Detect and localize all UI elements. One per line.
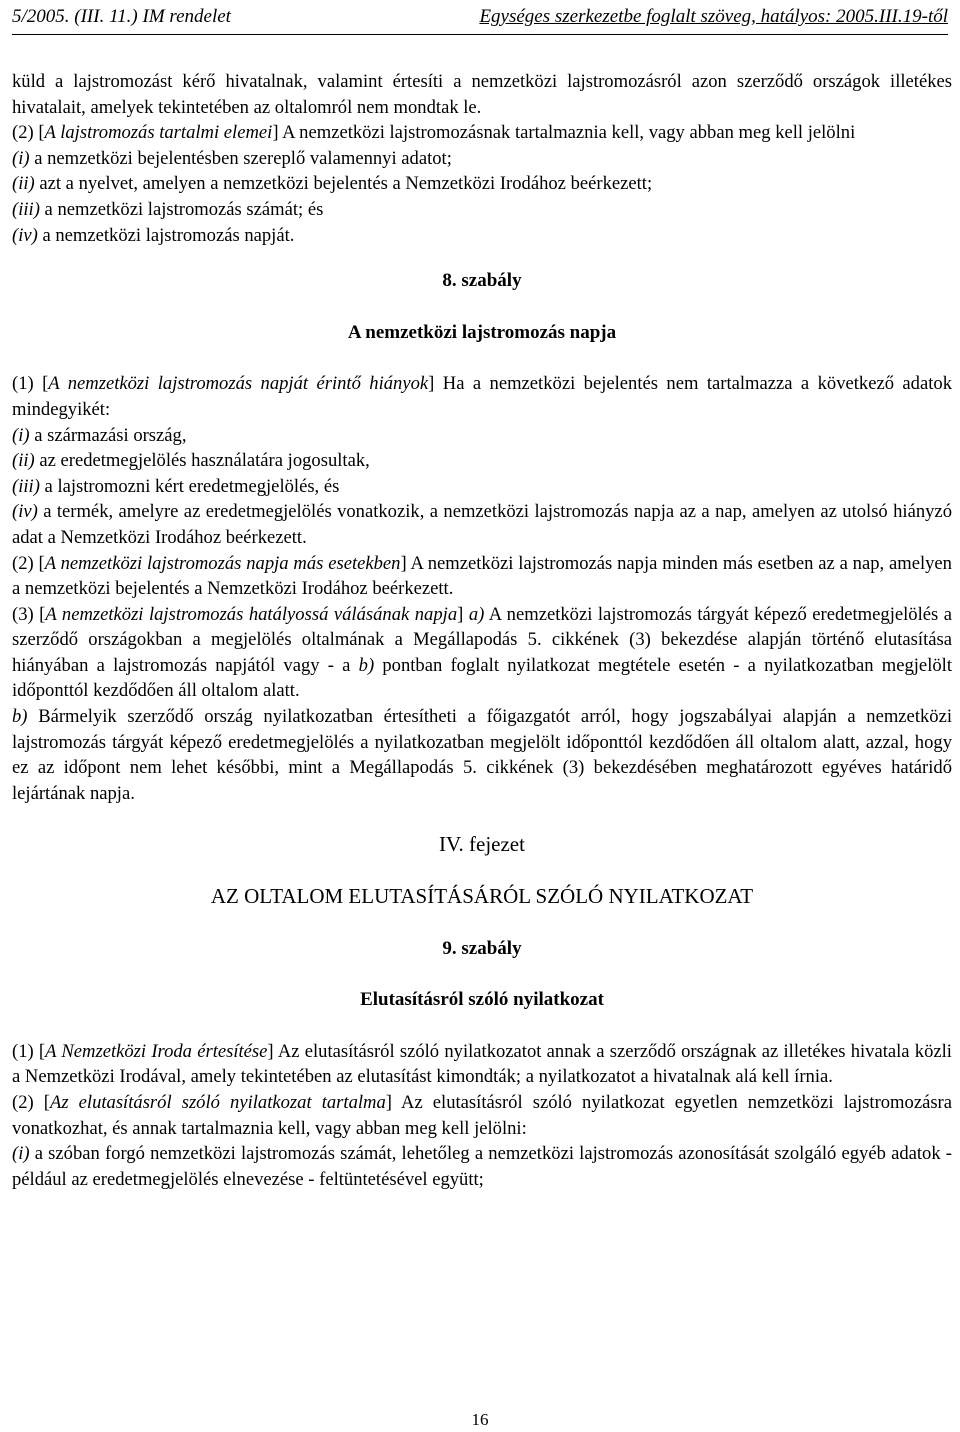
list-item: (ii) az eredetmegjelölés használatára jogosultak, <box>12 450 370 472</box>
paragraph: (3) [A nemzetközi lajstromozás hatályossá válásának napja] a) A nemzetközi lajstromozás tárgyát képező eredetmegjelölés a szerződő országokban a megjelölés oltalmának a Megállapodás 5. cikkének (3) bekezdése alapján történő elutasítása hiányában a lajstromozás napjától vagy - a b) pontban foglalt nyilatkozat megtétele esetén - a nyilatkozatban megjelölt időponttól kezdődően áll oltalom alatt. <box>12 603 952 702</box>
page-number: 16 <box>471 1410 489 1429</box>
list-item: (i) a nemzetközi bejelentésben szereplő valamennyi adatot; <box>12 147 452 169</box>
list-item: (iv) a termék, amelyre az eredetmegjelölés vonatkozik, a nemzetközi lajstromozás napja az a nap, amelyen az utolsó hiányzó adat a Nemzetközi Irodához beérkezett. <box>12 501 952 548</box>
rule-title: Elutasításról szóló nyilatkozat <box>360 989 604 1011</box>
paragraph: (2) [Az elutasításról szóló nyilatkozat tartalma] Az elutasításról szóló nyilatkozat egyetlen nemzetközi lajstromozásra vonatkozhat, és annak tartalmaznia kell, vagy abban meg kell jelölni: <box>12 1092 953 1139</box>
section-title: Az elutasításról szóló nyilatkozat tartalma <box>49 1092 386 1113</box>
chapter-number: IV. fejezet <box>439 832 525 857</box>
chapter-title: AZ OLTALOM ELUTASÍTÁSÁRÓL SZÓLÓ NYILATKOZAT <box>210 884 754 909</box>
rule-number: 9. szabály <box>442 937 522 959</box>
list-item: (iv) a nemzetközi lajstromozás napját. <box>12 224 295 246</box>
paragraph: (1) [A Nemzetközi Iroda értesítése] Az elutasításról szóló nyilatkozatot annak a szerződő országnak az illetékes hivatala közli a Nemzetközi Irodával, amely tekintetében az elutasítást kimondták; a nyilatkozatot a hivatalnak alá kell írnia. <box>12 1040 952 1088</box>
rule-number: 8. szabály <box>442 270 522 292</box>
header-consolidated-note: Egységes szerkezetbe foglalt szöveg, hatályos: 2005.III.19-től <box>479 6 948 27</box>
section-title: A nemzetközi lajstromozás napját érintő hiányok <box>48 373 429 395</box>
list-item: (iii) a lajstromozni kért eredetmegjelölés, és <box>12 475 340 497</box>
list-item: (ii) azt a nyelvet, amelyen a nemzetközi bejelentés a Nemzetközi Irodához beérkezett; <box>12 173 653 195</box>
header-regulation-ref: 5/2005. (III. 11.) IM rendelet <box>12 6 231 27</box>
page-header <box>12 4 948 35</box>
paragraph: (1) [A nemzetközi lajstromozás napját érintő hiányok] Ha a nemzetközi bejelentés nem tartalmazza a következő adatok mindegyikét: <box>12 373 952 420</box>
list-item: (i) a származási ország, <box>12 424 187 446</box>
section-title: A Nemzetközi Iroda értesítése <box>45 1040 268 1062</box>
rule-title: A nemzetközi lajstromozás napja <box>347 321 617 343</box>
paragraph: b) Bármelyik szerződő ország nyilatkozatban értesítheti a főigazgatót arról, hogy jogszabályai alapján a nemzetközi lajstromozás tárgyát képező eredetmegjelölés a nyilatkozatban megjelölt időponttól kezdődően áll oltalom alatt, azzal, hogy ez az időpont nem lehet későbbi, mint a Megállapodás 5. cikkének (3) bekezdésében meghatározott egyéves határidő lejártának napja. <box>12 706 952 804</box>
list-item: (iii) a nemzetközi lajstromozás számát; és <box>12 198 324 220</box>
paragraph: (2) [A lajstromozás tartalmi elemei] A nemzetközi lajstromozásnak tartalmaznia kell, vagy abban meg kell jelölni <box>12 122 856 144</box>
section-title: A nemzetközi lajstromozás hatályossá válásának napja <box>45 603 458 625</box>
list-item: (i) a szóban forgó nemzetközi lajstromozás számát, lehetőleg a nemzetközi lajstromozás azonosítását szolgáló egyéb adatok - például az eredetmegjelölés elnevezése - feltüntetésével együtt; <box>12 1143 952 1190</box>
document-body <box>12 69 952 1192</box>
section-title: A lajstromozás tartalmi elemei <box>44 122 273 144</box>
paragraph: küld a lajstromozást kérő hivatalnak, valamint értesíti a nemzetközi lajstromozásról azon szerződő országok illetékes hivatalait, amelyek tekintetében az oltalomról nem mondtak le. <box>12 71 952 118</box>
section-title: A nemzetközi lajstromozás napja más esetekben <box>44 552 401 574</box>
paragraph: (2) [A nemzetközi lajstromozás napja más esetekben] A nemzetközi lajstromozás napja minden más esetben az a nap, amelyen a nemzetközi bejelentés a Nemzetközi Irodához beérkezett. <box>12 552 952 600</box>
